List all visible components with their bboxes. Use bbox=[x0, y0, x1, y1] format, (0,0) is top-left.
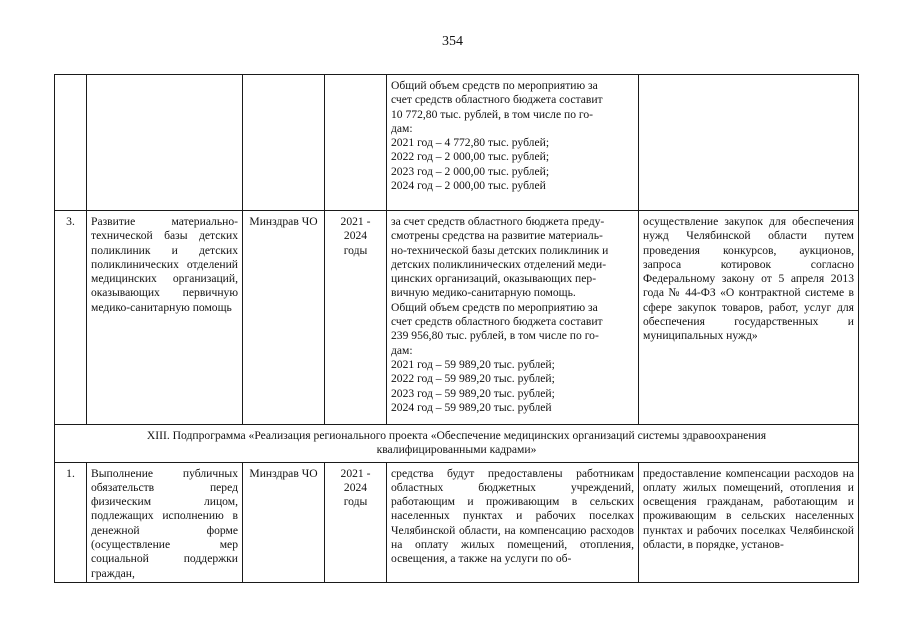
years-line: годы bbox=[343, 495, 368, 509]
years-line: 2021 - bbox=[340, 466, 371, 480]
description-line: 2021 год – 4 772,80 тыс. рублей; bbox=[391, 136, 550, 150]
description-line: дам: bbox=[391, 343, 413, 357]
description-line: счет средств областного бюджета составит bbox=[391, 93, 603, 107]
cell-num bbox=[55, 75, 87, 211]
cell-executor: Минздрав ЧО bbox=[243, 462, 325, 582]
cell-years bbox=[325, 211, 387, 425]
section-heading-row bbox=[55, 425, 859, 463]
description-line: 2023 год – 2 000,00 тыс. рублей; bbox=[391, 164, 550, 178]
cell-executor: Минздрав ЧО bbox=[243, 211, 325, 425]
description-line: 2021 год – 59 989,20 тыс. рублей; bbox=[391, 357, 555, 371]
cell-description bbox=[387, 75, 639, 211]
description-line: Общий объем средств по мероприятию за bbox=[391, 79, 598, 92]
section-heading-line: квалифицированными кадрами» bbox=[376, 443, 537, 457]
description-line: смотрены средства на развитие материаль- bbox=[391, 229, 603, 243]
description-line: Общий объем средств по мероприятию за bbox=[391, 300, 598, 314]
description-line: дам: bbox=[391, 121, 413, 135]
page-number: 354 bbox=[442, 34, 463, 49]
cell-years bbox=[325, 75, 387, 211]
description-line: 2022 год – 59 989,20 тыс. рублей; bbox=[391, 372, 555, 386]
description-line: 239 956,80 тыс. рублей, в том числе по го- bbox=[391, 329, 599, 343]
description-line: 10 772,80 тыс. рублей, в том числе по го- bbox=[391, 107, 594, 121]
description-line: цинских организаций, оказывающих пер- bbox=[391, 272, 597, 286]
description-line: 2022 год – 2 000,00 тыс. рублей; bbox=[391, 150, 550, 164]
description-line: 2023 год – 59 989,20 тыс. рублей; bbox=[391, 386, 555, 400]
years-line: 2021 - bbox=[340, 215, 371, 228]
cell-num: 3. bbox=[55, 211, 87, 425]
description-line: 2024 год – 2 000,00 тыс. рублей bbox=[391, 179, 546, 193]
cell-years bbox=[325, 462, 387, 582]
section-heading bbox=[55, 425, 859, 463]
table-row bbox=[55, 75, 859, 211]
description-line: счет средств областного бюджета составит bbox=[391, 315, 603, 329]
years-line: годы bbox=[343, 243, 368, 257]
cell-num: 1. bbox=[55, 462, 87, 582]
years-line: 2024 bbox=[343, 480, 368, 494]
description-line: детских поликлинических отделений меди- bbox=[391, 257, 607, 271]
cell-executor bbox=[243, 75, 325, 211]
table-row bbox=[55, 462, 859, 582]
cell-name: Выполнение публичных обязательств перед физическим лицом, подлежащих исполнению в денежной форме (осуществление мер социальной поддержки граждан, bbox=[87, 462, 243, 582]
description-line: вичную медико-санитарную помощь. bbox=[391, 286, 576, 300]
description-line: за счет средств областного бюджета преду- bbox=[391, 215, 605, 228]
section-heading-line: XIII. Подпрограмма «Реализация регионального проекта «Обеспечение медицинских организаций системы здравоохранения bbox=[146, 429, 767, 442]
description-line: 2024 год – 59 989,20 тыс. рублей bbox=[391, 400, 552, 414]
cell-description bbox=[387, 211, 639, 425]
cell-name bbox=[87, 75, 243, 211]
cell-description: средства будут предоставлены работникам областных бюджетных учреждений, работающим и проживающим в сельских населенных пунктах и рабочих поселках Челябинской области, на компенсацию расходов на оплату жилых помещений, отопления, освещения, а также на услуги по об- bbox=[387, 462, 639, 582]
cell-result: предоставление компенсации расходов на оплату жилых помещений, отопления и освещения гражданам, работающим и проживающим в сельских населенных пунктах и рабочих поселках Челябинской области, в порядке, установ- bbox=[639, 462, 859, 582]
measures-table bbox=[54, 74, 859, 583]
cell-result: осуществление закупок для обеспечения нужд Челябинской области путем проведения конкурсов, аукционов, запроса котировок согласно Федеральному закону от 5 апреля 2013 года № 44-ФЗ «О контрактной системе в сфере закупок товаров, работ, услуг для обеспечения государственных и муниципальных нужд» bbox=[639, 211, 859, 425]
description-line: но-технической базы детских поликлиник и bbox=[391, 243, 609, 257]
cell-result bbox=[639, 75, 859, 211]
table-row bbox=[55, 211, 859, 425]
years-line: 2024 bbox=[343, 229, 368, 243]
cell-name: Развитие материально-технической базы детских поликлиник и детских поликлинических отделений медицинских организаций, оказывающих первичную медико-санитарную помощь bbox=[87, 211, 243, 425]
